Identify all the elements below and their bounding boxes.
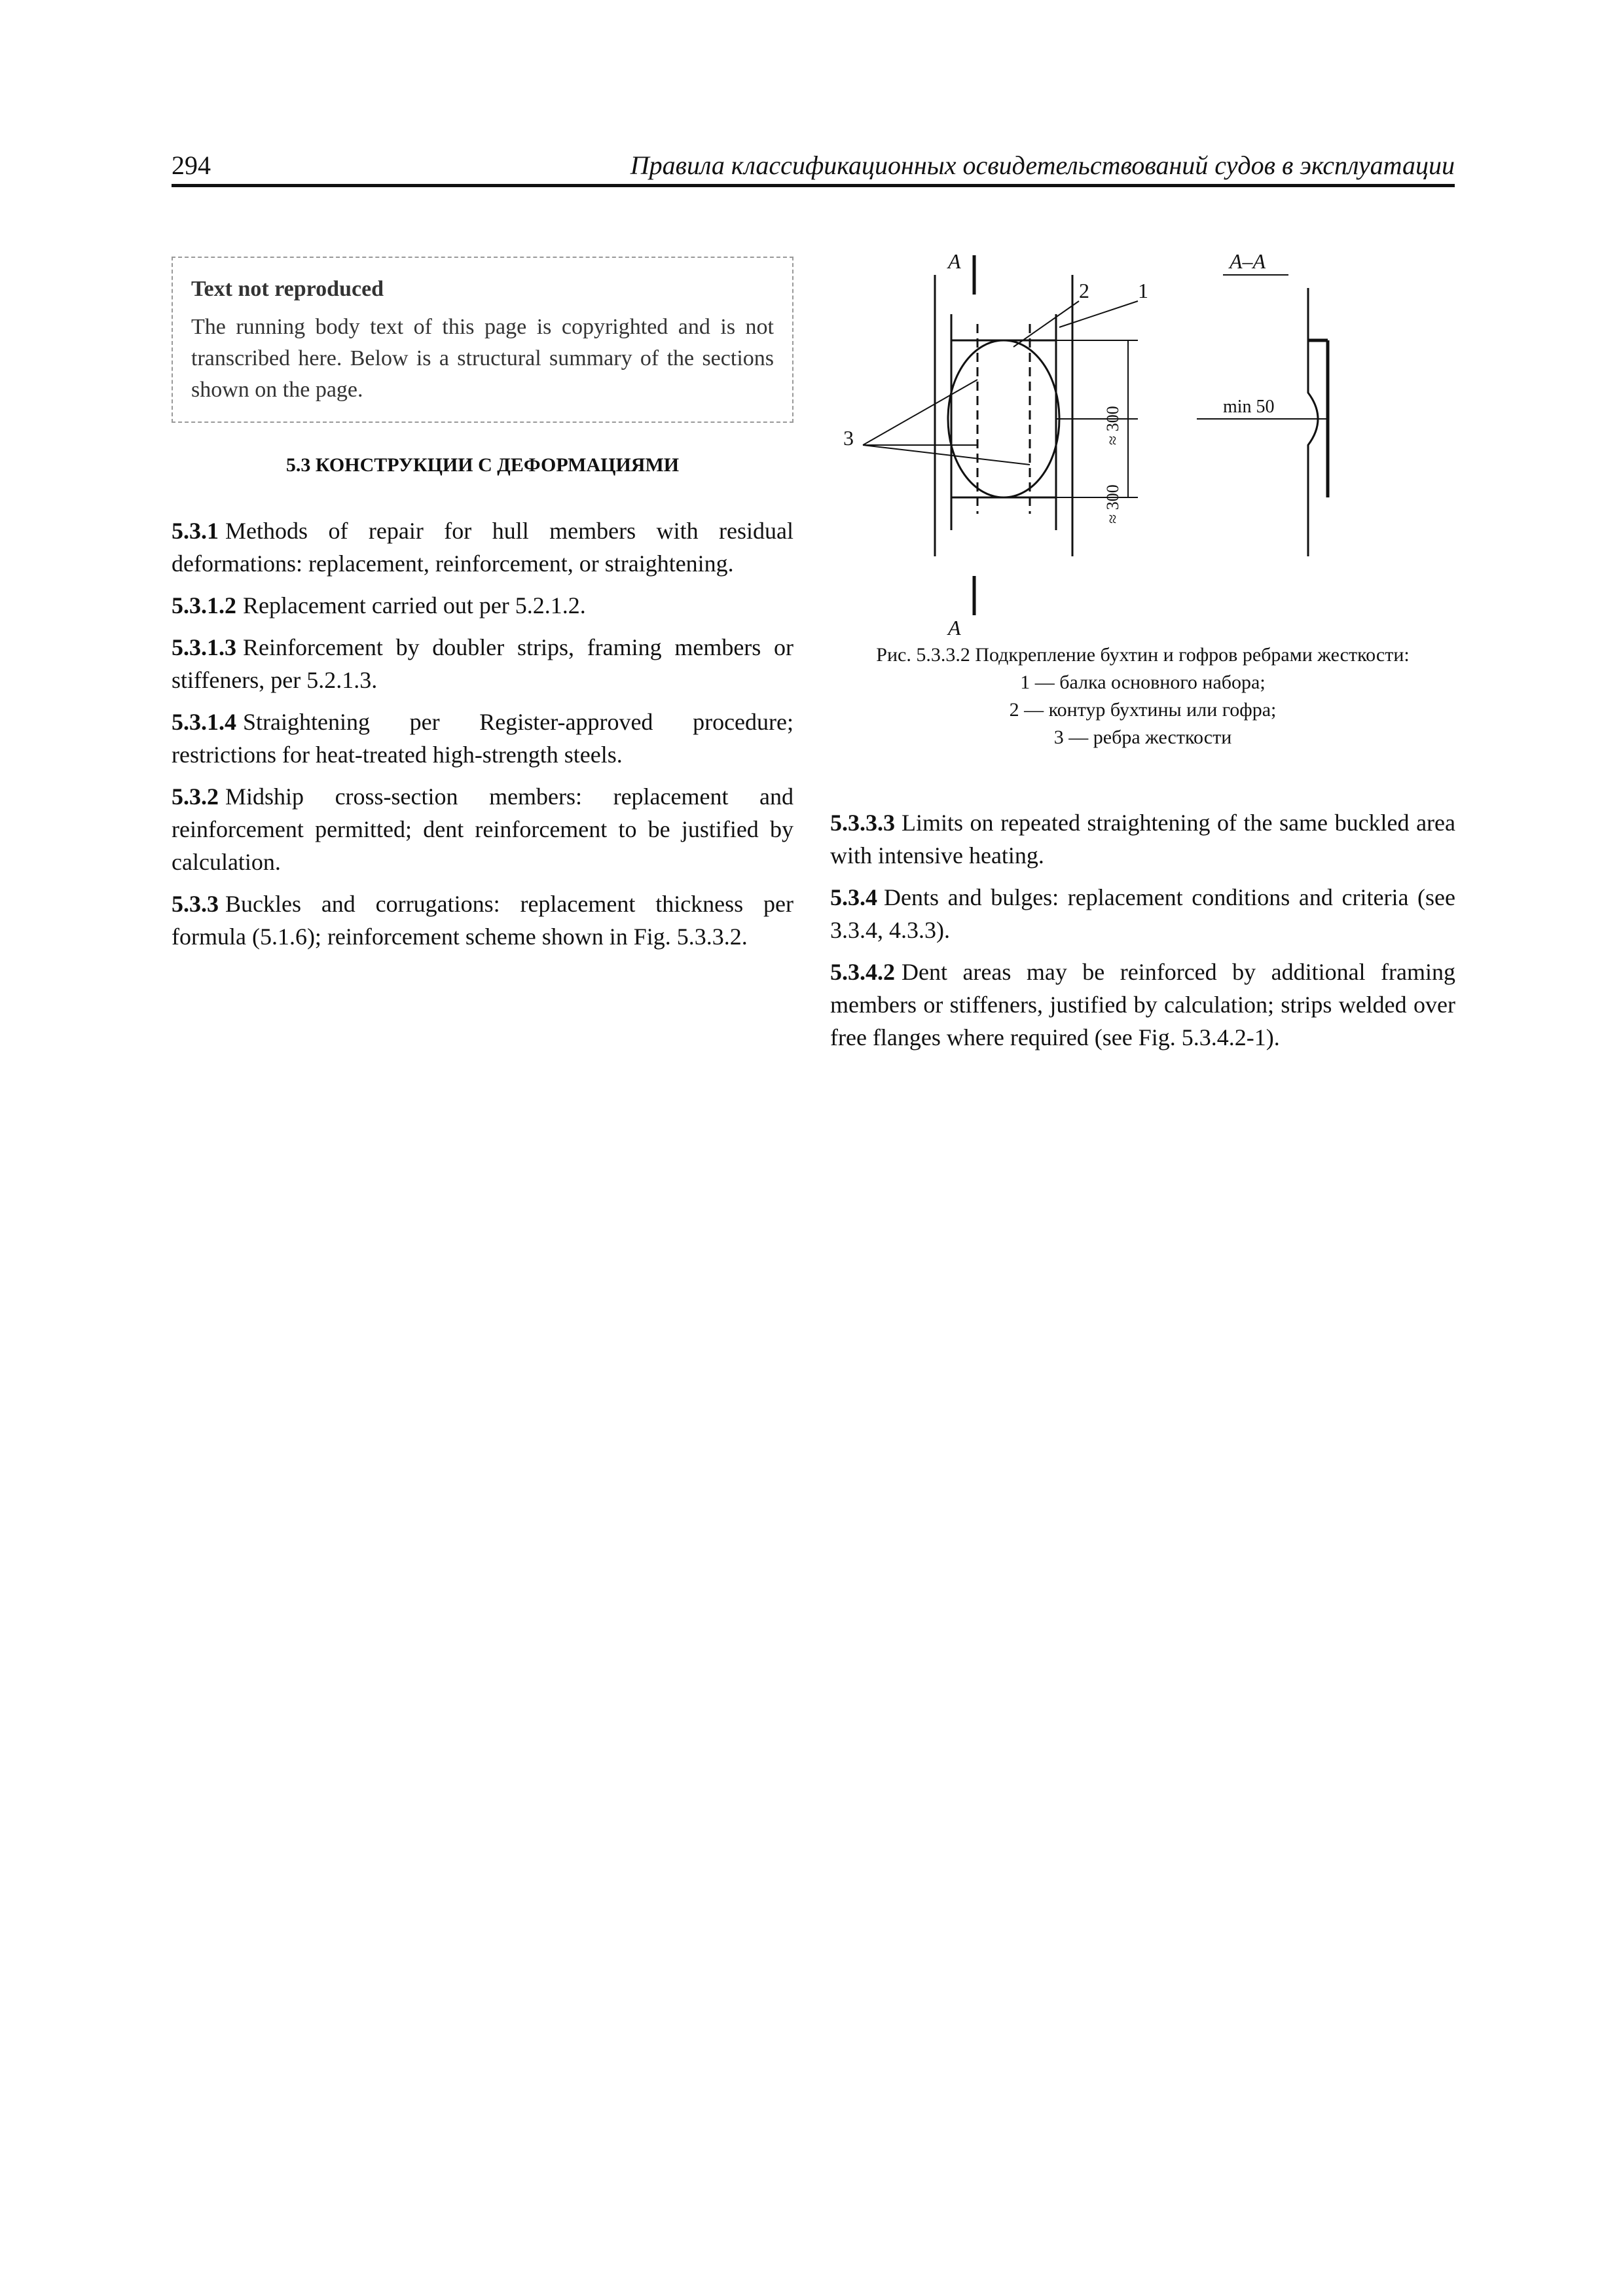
page-number: 294 bbox=[172, 151, 211, 180]
caption-legend-item: 2 — контур бухтины или гофра; bbox=[1009, 699, 1277, 721]
leader-line bbox=[863, 380, 977, 445]
label-3: 3 bbox=[843, 426, 854, 450]
header-rule bbox=[172, 184, 1455, 187]
clause-number: 5.3.1 bbox=[172, 518, 219, 544]
section-profile bbox=[1308, 288, 1318, 556]
clause-summary: Limits on repeated straightening of the same buckled area with intensive heating. bbox=[830, 810, 1455, 869]
label-min50: min 50 bbox=[1223, 397, 1275, 417]
label-2: 2 bbox=[1079, 279, 1089, 302]
clause-number: 5.3.3.3 bbox=[830, 810, 895, 836]
copyright-notice bbox=[172, 257, 793, 423]
summary-item bbox=[830, 806, 1455, 872]
running-title: Правила классификационных освидетельствований судов в эксплуатации bbox=[630, 151, 1455, 180]
summary-item bbox=[172, 589, 793, 622]
dimension-label: ≈ 300 bbox=[1103, 484, 1122, 524]
clause-summary: Midship cross-section members: replacement and reinforcement permitted; dent reinforcement to be justified by calculation. bbox=[172, 783, 793, 875]
clause-number: 5.3.3 bbox=[172, 891, 219, 917]
clause-number: 5.3.1.4 bbox=[172, 709, 236, 735]
right-column bbox=[830, 806, 1455, 1063]
summary-item bbox=[172, 780, 793, 878]
clause-number: 5.3.4.2 bbox=[830, 959, 895, 985]
summary-item bbox=[172, 888, 793, 953]
section-heading: 5.3 КОНСТРУКЦИИ С ДЕФОРМАЦИЯМИ bbox=[285, 454, 680, 476]
summary-item bbox=[172, 631, 793, 696]
summary-item bbox=[172, 514, 793, 580]
clause-summary: Methods of repair for hull members with residual deformations: replacement, reinforcement, or straightening. bbox=[172, 518, 793, 577]
caption-legend-item: 3 — ребра жесткости bbox=[1053, 726, 1232, 748]
figure-caption bbox=[830, 641, 1455, 751]
left-summary-list bbox=[172, 514, 793, 953]
caption-title: Рис. 5.3.3.2 Подкрепление бухтин и гофров ребрами жесткости: bbox=[876, 644, 1410, 666]
label-section-aa: A–A bbox=[1230, 249, 1266, 273]
clause-summary: Dent areas may be reinforced by additional framing members or stiffeners, justified by calculation; strips welded over free flanges where required (see Fig. 5.3.4.2-1). bbox=[830, 959, 1455, 1050]
summary-item bbox=[830, 956, 1455, 1054]
summary-item bbox=[172, 706, 793, 771]
clause-summary: Replacement carried out per 5.2.1.2. bbox=[243, 592, 586, 619]
notice-title: Text not reproduced bbox=[191, 277, 384, 301]
leader-line bbox=[1059, 301, 1138, 327]
leader-line bbox=[863, 445, 1030, 465]
page-header bbox=[172, 145, 1455, 185]
label-section-a-top: A bbox=[948, 249, 961, 273]
caption-legend-item: 1 — балка основного набора; bbox=[1020, 672, 1266, 693]
clause-summary: Reinforcement by doubler strips, framing members or stiffeners, per 5.2.1.3. bbox=[172, 634, 793, 693]
dimension-label: ≈ 300 bbox=[1103, 406, 1122, 445]
notice-body: The running body text of this page is copyrighted and is not transcribed here. Below is a structural summary of the sections shown on the page. bbox=[191, 315, 774, 402]
summary-item bbox=[830, 881, 1455, 946]
clause-number: 5.3.1.3 bbox=[172, 634, 236, 660]
clause-number: 5.3.2 bbox=[172, 783, 219, 810]
clause-summary: Straightening per Register-approved procedure; restrictions for heat-treated high-strength steels. bbox=[172, 709, 793, 768]
buckle-contour bbox=[948, 340, 1059, 497]
left-column bbox=[172, 257, 793, 962]
clause-number: 5.3.1.2 bbox=[172, 592, 236, 619]
reinforcement-diagram bbox=[830, 249, 1455, 635]
clause-summary: Buckles and corrugations: replacement thickness per formula (5.1.6); reinforcement scheme shown in Fig. 5.3.3.2. bbox=[172, 891, 793, 950]
label-1: 1 bbox=[1138, 279, 1148, 302]
figure-5-3-3-2 bbox=[830, 249, 1455, 766]
clause-summary: Dents and bulges: replacement conditions and criteria (see 3.3.4, 4.3.3). bbox=[830, 884, 1455, 943]
label-section-a-bottom: A bbox=[948, 616, 961, 635]
clause-number: 5.3.4 bbox=[830, 884, 877, 910]
